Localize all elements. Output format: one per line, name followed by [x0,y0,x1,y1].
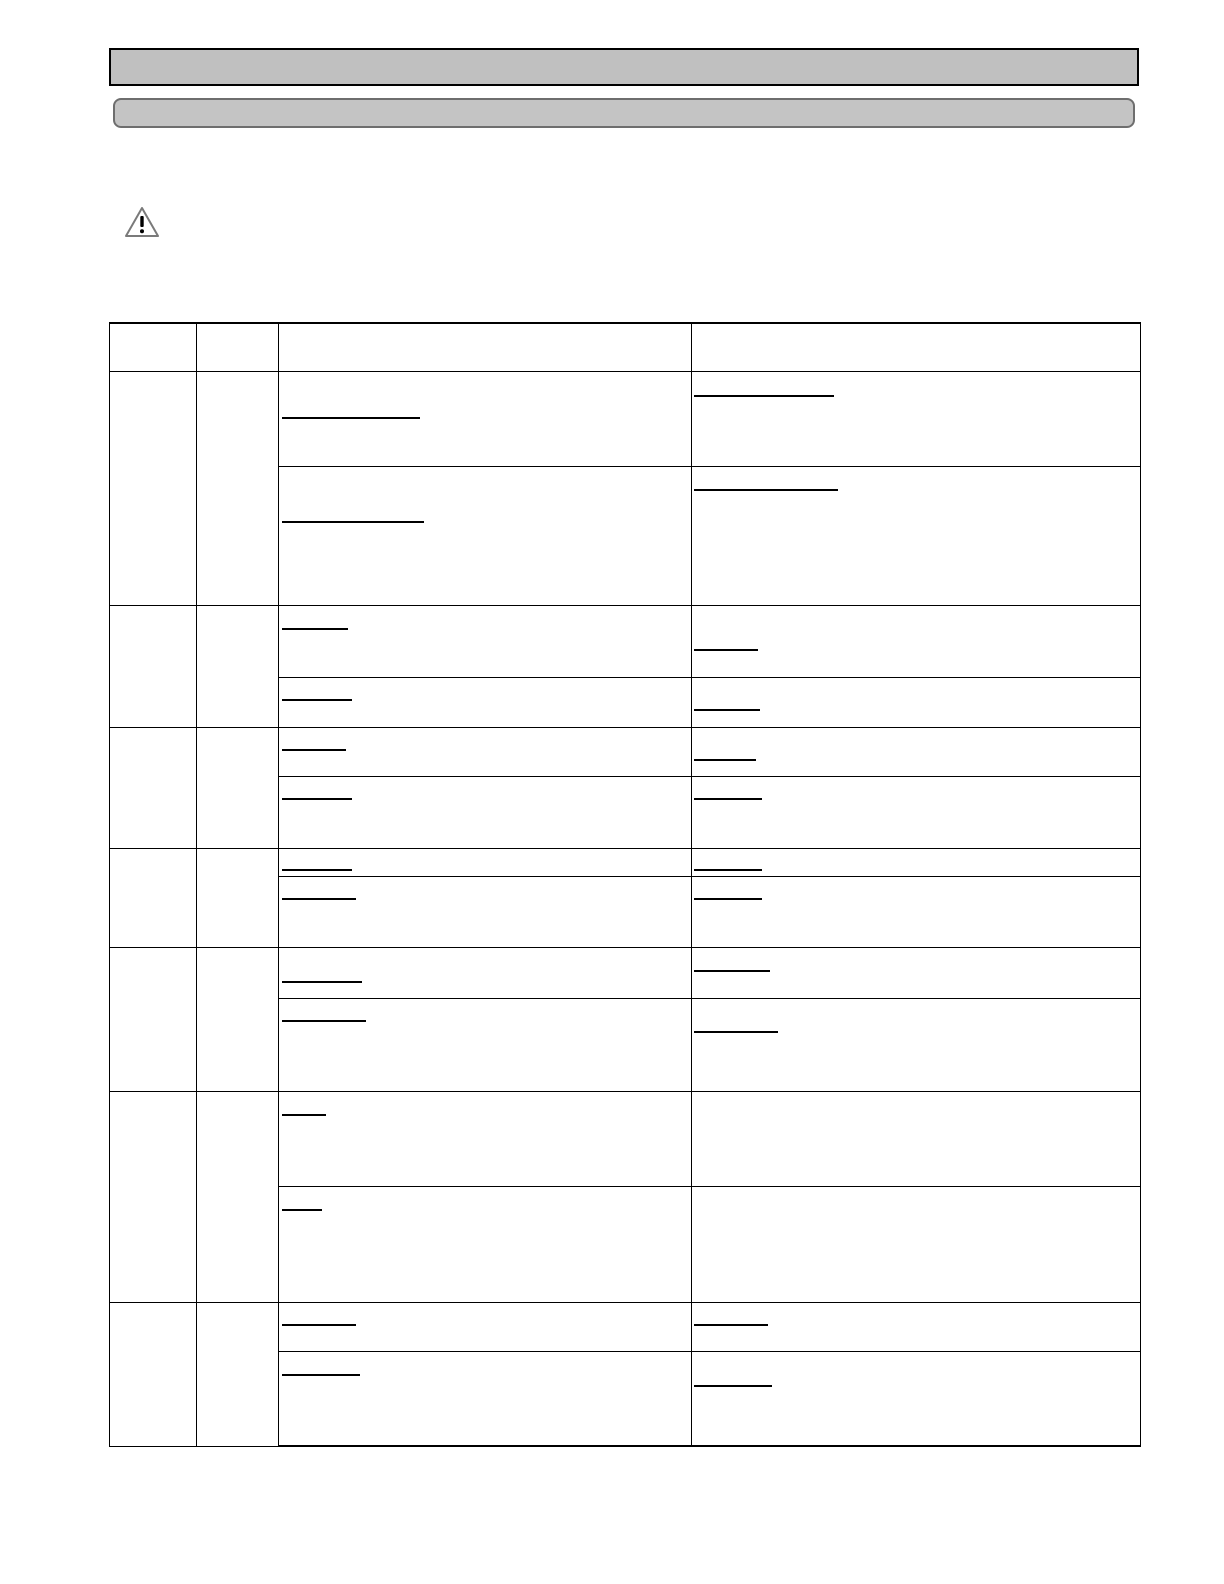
table-row [110,727,1141,776]
detail-cell [279,1186,692,1302]
group-cell [110,727,197,848]
group-cell [110,1302,197,1446]
table-header-row [110,323,1141,371]
subsection-header-bar [113,98,1135,128]
table-row [110,1091,1141,1186]
group-cell [110,947,197,1091]
group-cell [197,1302,279,1446]
table-row [110,605,1141,677]
detail-cell [279,677,692,727]
section-header-bar [109,48,1139,86]
detail-cell [692,947,1141,998]
detail-cell [692,1351,1141,1446]
detail-cell [692,776,1141,848]
detail-cell [692,1186,1141,1302]
group-cell [197,1091,279,1302]
table-row [110,371,1141,466]
warning-triangle-icon [124,206,160,238]
detail-cell [279,876,692,947]
group-cell [110,371,197,605]
detail-cell [279,1091,692,1186]
detail-cell [279,605,692,677]
specification-table [109,322,1141,1447]
detail-cell [279,727,692,776]
detail-cell [279,466,692,605]
detail-cell [692,848,1141,876]
table-row [110,848,1141,876]
detail-cell [692,727,1141,776]
group-cell [110,605,197,727]
detail-cell [279,998,692,1091]
column-header [197,323,279,371]
column-header [279,323,692,371]
detail-cell [279,1351,692,1446]
detail-cell [279,776,692,848]
detail-cell [279,848,692,876]
detail-cell [279,1302,692,1351]
detail-cell [692,371,1141,466]
detail-cell [692,1302,1141,1351]
section-title [111,50,1137,66]
group-cell [197,848,279,947]
detail-cell [692,605,1141,677]
subsection-title [115,100,1133,110]
detail-cell [692,998,1141,1091]
detail-cell [692,1091,1141,1186]
table-row [110,1302,1141,1351]
group-cell [197,605,279,727]
group-cell [197,727,279,848]
column-header [692,323,1141,371]
detail-cell [692,466,1141,605]
group-cell [110,1091,197,1302]
detail-cell [692,677,1141,727]
table-row [110,947,1141,998]
detail-cell [279,371,692,466]
detail-cell [279,947,692,998]
column-header [110,323,197,371]
group-cell [197,947,279,1091]
group-cell [110,848,197,947]
detail-cell [692,876,1141,947]
group-cell [197,371,279,605]
